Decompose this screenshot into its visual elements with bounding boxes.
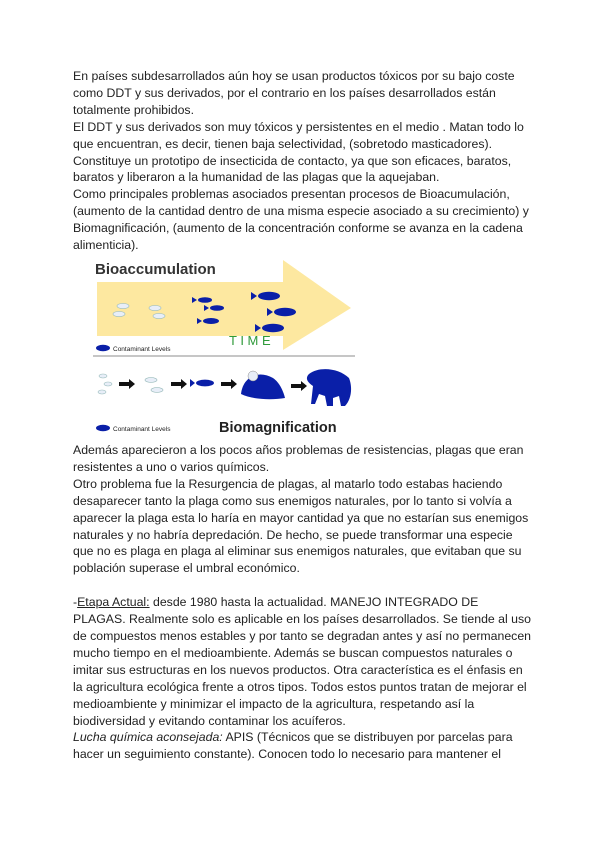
bioaccumulation-biomagnification-figure [93,258,355,438]
resistance-text [73,442,533,577]
document-page [73,68,533,763]
arrow-icon [221,379,237,389]
paragraph: Constituye un prototipo de insecticida de contacto, ya que son eficaces, baratos, baratos y liberaron a la humanidad de las plagas que la aquejaban. [73,153,512,185]
etapa-actual-heading: Etapa Actual: [77,595,150,610]
polar-bear-icon [307,369,351,406]
arrow-icon [119,379,135,389]
arrow-icon [291,381,307,391]
lucha-quimica-text: APIS (Técnicos que se distribuyen por parcelas para hacer un seguimiento constante). Conocen todo lo necesario para mantener el [73,730,513,762]
small-fish-icon [145,378,163,393]
fish-icon [190,379,214,387]
etapa-actual-section [73,594,533,763]
seal-icon [241,371,285,399]
plankton-icon [98,374,112,394]
legend-label: Contaminant Levels [113,345,171,353]
arrow-icon [171,379,187,389]
paragraph [73,594,533,729]
bioaccumulation-title: Bioaccumulation [95,260,216,278]
dash: - [73,595,78,610]
paragraph: Otro problema fue la Resurgencia de plagas, al matarlo todo estabas haciendo desaparecer tanto la plaga como sus enemigos naturales, por lo tanto si volvía a aparecer la plaga esta lo haría en mayor cantidad ya que no estarían sus enemigos naturales y no habría depredación. De hecho, se puede transformar una especie que no es plaga en plaga al eliminar sus enemigos naturales, que evitaban que su población superase el umbral económico. [73,476,529,576]
lucha-quimica-heading: Lucha química aconsejada: [73,730,223,745]
paragraph: En países subdesarrollados aún hoy se usan productos tóxicos por su bajo coste como DDT y sus derivados, por el contrario en los países desarrollados están totalmente prohibidos. [73,69,515,117]
legend-label: Contaminant Levels [113,425,171,433]
paragraph: El DDT y sus derivados son muy tóxicos y persistentes en el medio . Matan todo lo que encuentran, es decir, tienen baja selectividad, (sobretodo masticadores). [73,119,524,151]
figure-illustration [93,258,355,438]
intro-text [73,68,533,254]
paragraph [73,729,533,763]
contaminant-legend-swatch [96,425,110,431]
biomagnification-title: Biomagnification [219,419,337,436]
paragraph: Como principales problemas asociados presentan procesos de Bioacumulación, (aumento de la cantidad dentro de una misma especie asociado a su crecimiento) y Biomagnificación, (aumento de la concentración conforme se avanza en la cadena alimenticia). [73,187,529,253]
etapa-actual-text: desde 1980 hasta la actualidad. MANEJO INTEGRADO DE PLAGAS. Realmente solo es aplicable en los países desarrollados. Se tiende al uso de compuestos menos estables y por tanto se degradan antes y así no permanecen mucho tiempo en el medioambiente. Además se buscan compuestos naturales o imitar sus estructuras en los nuevos productos. Otra característica es el énfasis en la agricultura ecológica frente a otros tipos. Todos estos puntos tratan de mejorar el medioambiente y minimizar el impacto de la agricultura, respetando así la biodiversidad y evitando contaminar los acuíferos. [73,595,531,728]
paragraph: Además aparecieron a los pocos años problemas de resistencias, plagas que eran resistentes a uno o varios químicos. [73,442,524,474]
contaminant-legend-swatch [96,345,110,351]
time-label: T I M E [229,332,271,348]
